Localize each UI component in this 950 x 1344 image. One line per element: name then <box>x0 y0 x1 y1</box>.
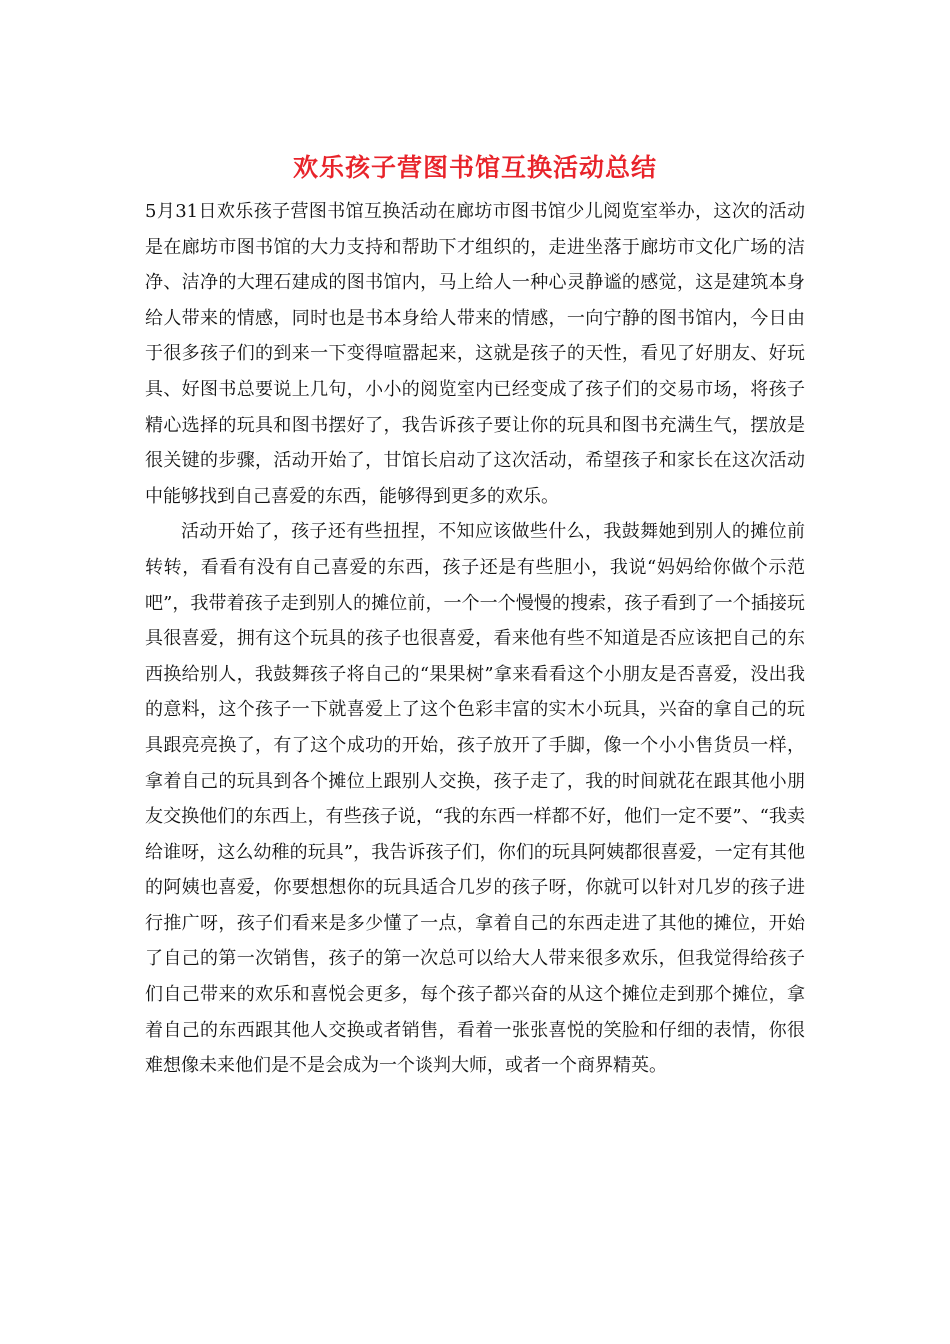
page-title: 欢乐孩子营图书馆互换活动总结 <box>292 153 657 182</box>
paragraph-1: 5月31日欢乐孩子营图书馆互换活动在廊坊市图书馆少儿阅览室举办，这次的活动是在廊坊市图书馆的大力支持和帮助下才组织的，走进坐落于廊坊市文化广场的洁净、洁净的大理石建成的图书馆内，马上给人一种心灵静谧的感觉，这是建筑本身给人带来的情感，同时也是书本身给人带来的情感，一向宁静的图书馆内，今日由于很多孩子们的到来一下变得喧嚣起来，这就是孩子的天性，看见了好朋友、好玩具、好图书总要说上几句，小小的阅览室内已经变成了孩子们的交易市场，将孩子精心选择的玩具和图书摆好了，我告诉孩子要让你的玩具和图书充满生气，摆放是很关键的步骤，活动开始了，甘馆长启动了这次活动，希望孩子和家长在这次活动中能够找到自己喜爱的东西，能够得到更多的欢乐。 <box>145 201 805 507</box>
paragraph-2: 活动开始了，孩子还有些扭捏，不知应该做些什么，我鼓舞她到别人的摊位前转转，看看有没有自己喜爱的东西，孩子还是有些胆小，我说“妈妈给你做个示范吧”，我带着孩子走到别人的摊位前，一个一个慢慢的搜索，孩子看到了一个插接玩具很喜爱，拥有这个玩具的孩子也很喜爱，看来他有些不知道是否应该把自己的东西换给别人，我鼓舞孩子将自己的“果果树”拿来看看这个小朋友是否喜爱，没出我的意料，这个孩子一下就喜爱上了这个色彩丰富的实木小玩具，兴奋的拿自己的玩具跟亮亮换了，有了这个成功的开始，孩子放开了手脚，像一个小小售货员一样，拿着自己的玩具到各个摊位上跟别人交换，孩子走了，我的时间就花在跟其他小朋友交换他们的东西上，有些孩子说，“我的东西一样都不好，他们一定不要”、“我卖给谁呀，这么幼稚的玩具”，我告诉孩子们，你们的玩具阿姨都很喜爱，一定有其他的阿姨也喜爱，你要想想你的玩具适合几岁的孩子呀，你就可以针对几岁的孩子进行推广呀，孩子们看来是多少懂了一点，拿着自己的东西走进了其他的摊位，开始了自己的第一次销售，孩子的第一次总可以给大人带来很多欢乐，但我觉得给孩子们自己带来的欢乐和喜悦会更多，每个孩子都兴奋的从这个摊位走到那个摊位，拿着自己的东西跟其他人交换或者销售，看着一张张喜悦的笑脸和仔细的表情，你很难想像未来他们是不是会成为一个谈判大师，或者一个商界精英。 <box>145 521 805 1077</box>
document-body <box>145 194 805 1084</box>
